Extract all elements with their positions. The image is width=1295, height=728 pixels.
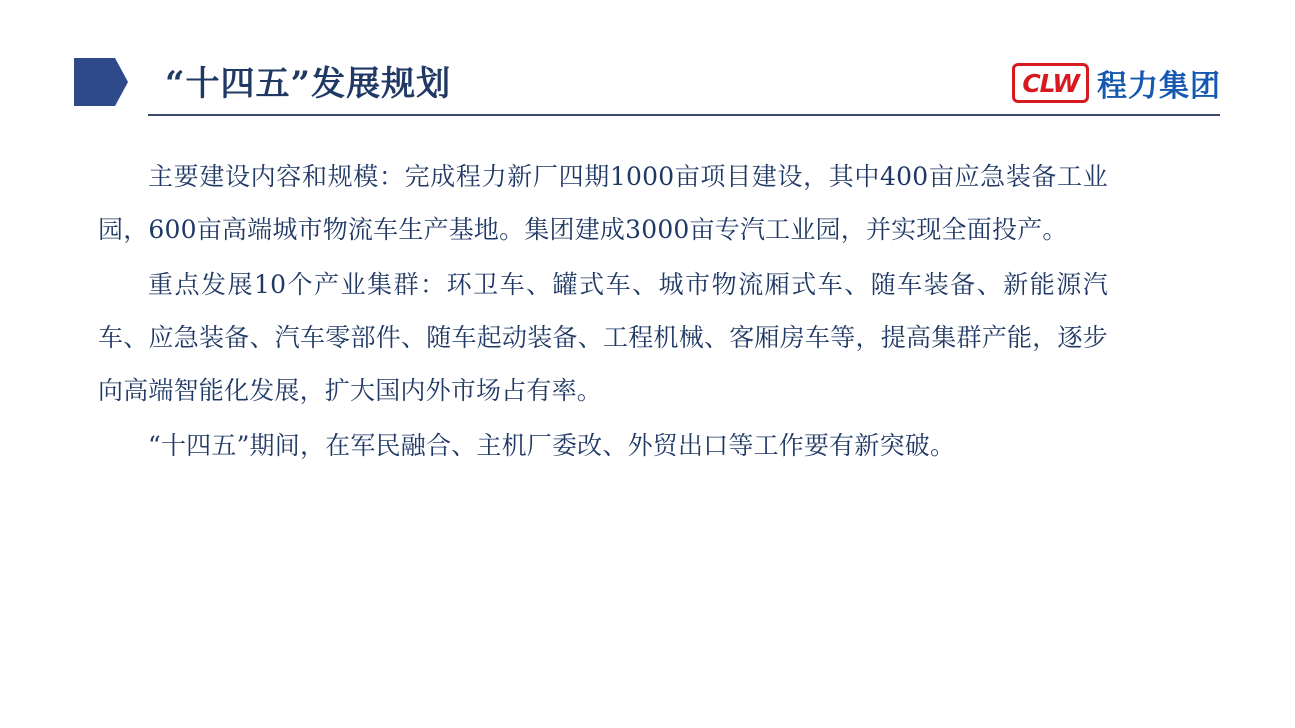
slide-body	[98, 150, 1108, 474]
header-marker-shape	[74, 58, 128, 106]
header-divider	[148, 114, 1220, 116]
logo-badge-icon	[1012, 63, 1089, 103]
slide-header	[0, 0, 1295, 130]
logo-company-name: 程力集团	[1097, 69, 1221, 104]
header-marker-icon	[74, 58, 128, 106]
page-title: “十四五”发展规划	[165, 64, 452, 104]
body-paragraph: 主要建设内容和规模：完成程力新厂四期1000亩项目建设，其中400亩应急装备工业园，600亩高端城市物流车生产基地。集团建成3000亩专汽工业园，并实现全面投产。	[98, 162, 1108, 244]
body-paragraph: 重点发展10个产业集群：环卫车、罐式车、城市物流厢式车、随车装备、新能源汽车、应急装备、汽车零部件、随车起动装备、工程机械、客厢房车等，提高集群产能，逐步向高端智能化发展，扩大国内外市场占有率。	[98, 270, 1108, 405]
company-logo	[1012, 62, 1221, 104]
logo-badge-text: CLW	[1022, 68, 1079, 98]
body-paragraph: “十四五”期间，在军民融合、主机厂委改、外贸出口等工作要有新突破。	[148, 431, 956, 460]
